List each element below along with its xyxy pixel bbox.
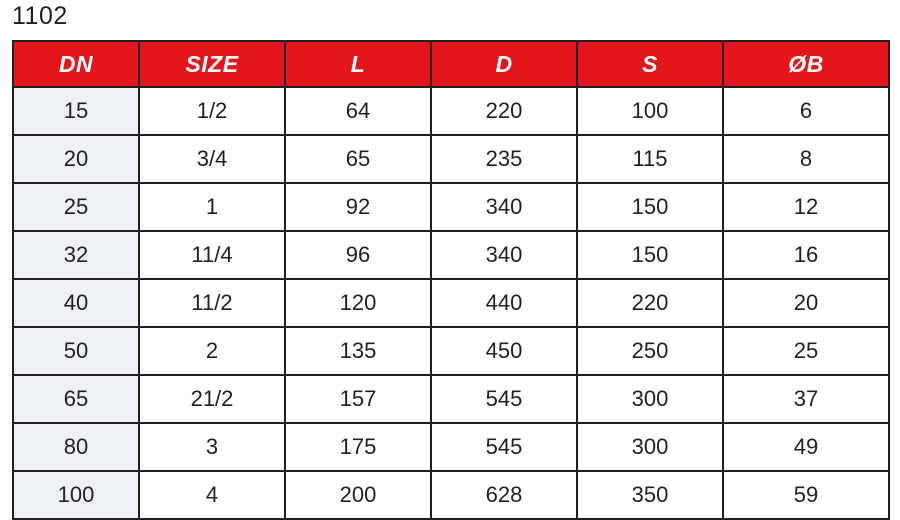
cell-size: 11/2 (139, 279, 285, 327)
spec-table (12, 40, 890, 520)
cell-l: 92 (285, 183, 431, 231)
table-row (13, 135, 889, 183)
cell-d: 340 (431, 231, 577, 279)
column-header-d: D (431, 41, 577, 87)
cell-size: 4 (139, 471, 285, 519)
cell-l: 64 (285, 87, 431, 135)
table-row (13, 231, 889, 279)
cell-d: 235 (431, 135, 577, 183)
column-header-l: L (285, 41, 431, 87)
cell-l: 135 (285, 327, 431, 375)
cell-s: 300 (577, 375, 723, 423)
cell-ob: 8 (723, 135, 889, 183)
cell-ob: 20 (723, 279, 889, 327)
cell-size: 11/4 (139, 231, 285, 279)
cell-size: 3 (139, 423, 285, 471)
column-header-size: SIZE (139, 41, 285, 87)
cell-l: 175 (285, 423, 431, 471)
cell-ob: 16 (723, 231, 889, 279)
cell-dn: 65 (13, 375, 139, 423)
cell-ob: 12 (723, 183, 889, 231)
column-header-dn: DN (13, 41, 139, 87)
cell-s: 300 (577, 423, 723, 471)
cell-s: 115 (577, 135, 723, 183)
cell-size: 21/2 (139, 375, 285, 423)
cell-dn: 50 (13, 327, 139, 375)
column-header-s: S (577, 41, 723, 87)
cell-s: 250 (577, 327, 723, 375)
cell-ob: 49 (723, 423, 889, 471)
table-row (13, 87, 889, 135)
cell-dn: 15 (13, 87, 139, 135)
cell-size: 2 (139, 327, 285, 375)
header-row (13, 41, 889, 87)
table-header (13, 41, 889, 87)
table-row (13, 423, 889, 471)
cell-d: 545 (431, 375, 577, 423)
cell-ob: 6 (723, 87, 889, 135)
cell-dn: 40 (13, 279, 139, 327)
cell-ob: 37 (723, 375, 889, 423)
cell-d: 440 (431, 279, 577, 327)
cell-dn: 25 (13, 183, 139, 231)
cell-ob: 25 (723, 327, 889, 375)
cell-s: 350 (577, 471, 723, 519)
cell-size: 1 (139, 183, 285, 231)
cell-dn: 32 (13, 231, 139, 279)
cell-dn: 80 (13, 423, 139, 471)
cell-l: 65 (285, 135, 431, 183)
cell-s: 220 (577, 279, 723, 327)
cell-l: 120 (285, 279, 431, 327)
cell-d: 628 (431, 471, 577, 519)
cell-size: 1/2 (139, 87, 285, 135)
cell-d: 340 (431, 183, 577, 231)
cell-dn: 20 (13, 135, 139, 183)
table-body (13, 87, 889, 519)
cell-d: 545 (431, 423, 577, 471)
cell-ob: 59 (723, 471, 889, 519)
cell-l: 96 (285, 231, 431, 279)
cell-d: 220 (431, 87, 577, 135)
spec-table-container (12, 40, 888, 520)
cell-dn: 100 (13, 471, 139, 519)
table-row (13, 327, 889, 375)
table-row (13, 183, 889, 231)
cell-s: 150 (577, 183, 723, 231)
cell-size: 3/4 (139, 135, 285, 183)
table-row (13, 279, 889, 327)
column-header-ob: ØB (723, 41, 889, 87)
cell-s: 150 (577, 231, 723, 279)
cell-d: 450 (431, 327, 577, 375)
cell-l: 157 (285, 375, 431, 423)
page-title: 1102 (12, 2, 68, 30)
cell-l: 200 (285, 471, 431, 519)
table-row (13, 375, 889, 423)
cell-s: 100 (577, 87, 723, 135)
table-row (13, 471, 889, 519)
